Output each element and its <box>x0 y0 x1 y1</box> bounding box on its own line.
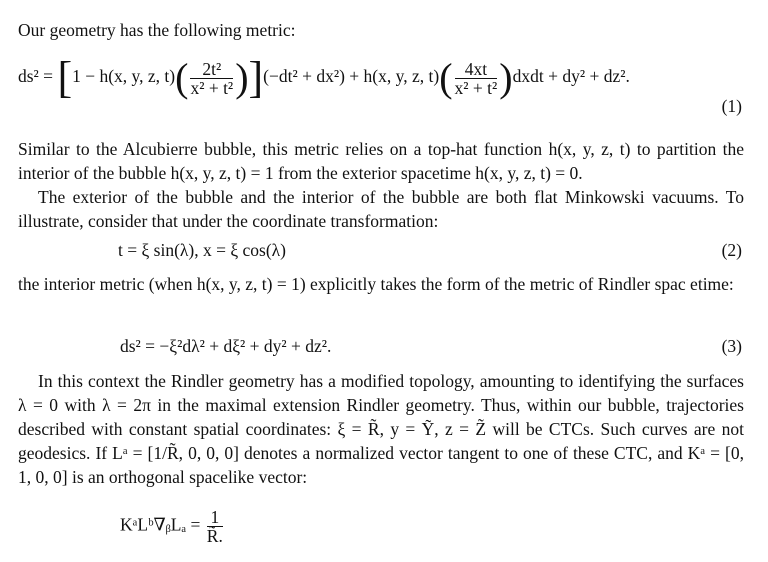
eq2-number: (2) <box>721 240 742 260</box>
eq3-number: (3) <box>721 336 742 356</box>
eq1-fraction-1: $\frac{\text{2t²}}{\text{x² + t²}}$ <box>190 58 234 98</box>
eq1-number: (1) <box>721 96 742 116</box>
eq1-term-b: (−dt² + dx²) + h(x, y, z, t) <box>263 66 440 87</box>
eq1-term-a: 1 − h(x, y, z, t) <box>72 66 176 87</box>
eq1-lhs: ds² = <box>18 66 54 87</box>
eq3-body: ds² = −ξ²dλ² + dξ² + dy² + dz². <box>120 336 332 356</box>
eq4-lhs: KᵃLᵇ∇ᵦLₐ = <box>120 514 201 535</box>
eq2-body: t = ξ sin(λ), x = ξ cos(λ) <box>118 240 286 260</box>
intro-text: Our geometry has the following metric: <box>18 20 296 40</box>
paragraph-1: Similar to the Alcubierre bubble, this metric relies on a top-hat function h(x, y, z, t) to partition the interior of the bubble h(x, y, z, t) = 1 from the exterior spacetime h(x, y, z, t) = 0. <box>18 139 744 183</box>
paragraph-4: In this context the Rindler geometry has a modified topology, amounting to identifying the surfaces λ = 0 with λ = 2π in the maximal extension Rindler geometry. Thus, within our bubble, trajectories described with constant spatial coordinates: ξ = R̃, y = Ỹ, z = Z̃ will be CTCs. Such curves are not geodesics. If Lᵃ = [1/R̃, 0, 0, 0] denotes a normalized vector tangent to one of these CTC, and Kᵃ = [0, 1, 0, 0] is an orthogonal spacelike vector: <box>18 371 744 487</box>
paragraph-2: The exterior of the bubble and the interior of the bubble are both flat Minkowski vacuums. To illustrate, consider that under the coordinate transformation: <box>18 187 744 231</box>
equation-4 <box>0 508 768 548</box>
eq1-term-c: dxdt + dy² + dz². <box>512 66 630 87</box>
equation-1: ds² = [1 − h(x, y, z, t)( $\frac{\text{2t²}}{\text{x² + t²}}$ )](−dt² + dx²) + h(x, y, z, t)( $\frac{4xt}{\text{x² + t²}}$ )dxdt + dy² + dz². (1) <box>18 53 742 116</box>
paragraph-3: the interior metric (when h(x, y, z, t) = 1) explicitly takes the form of the metric of Rindler spac etime: <box>18 274 734 294</box>
eq4-fraction: $\frac{1}{R̃.}$ <box>206 507 223 546</box>
eq1-fraction-2: $\frac{4xt}{\text{x² + t²}}$ <box>454 58 498 98</box>
